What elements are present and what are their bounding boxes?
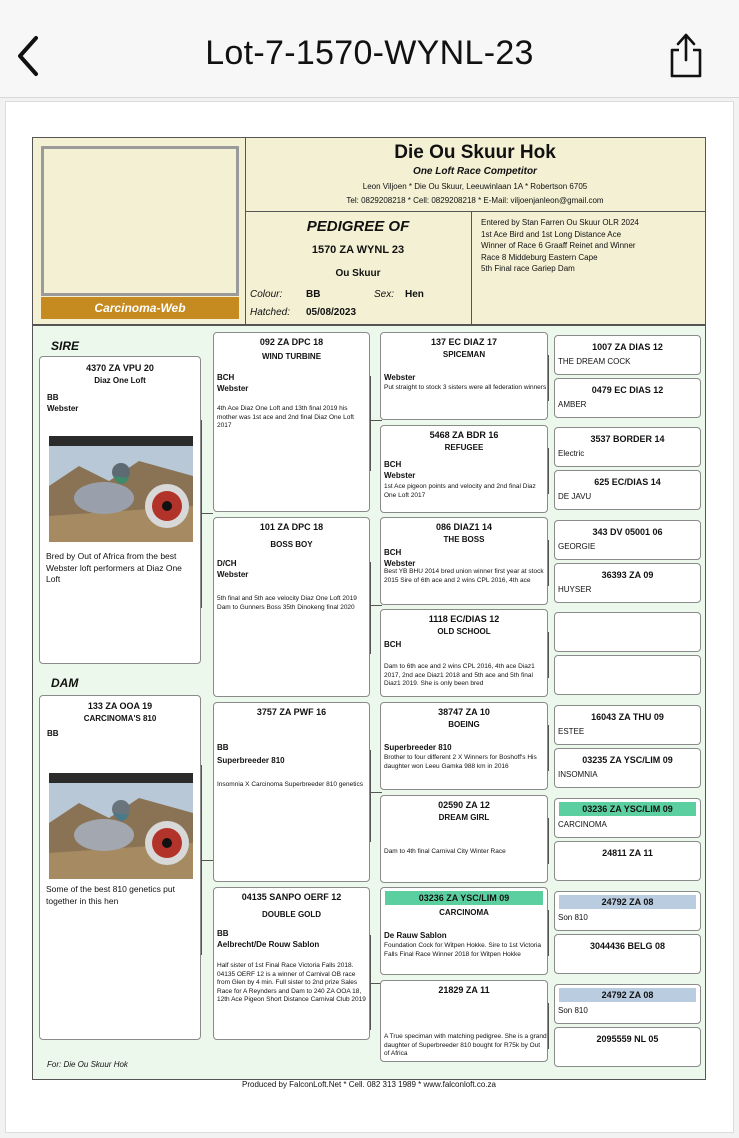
sire-note: Bred by Out of Africa from the best Webster loft performers at Diaz One Loft [46,551,182,584]
bird-ring: 1570 ZA WYNL 23 [311,244,405,256]
for-label: For: Die Ou Skuur Hok [47,1060,128,1069]
gen3-card-3[interactable]: 086 DIAZ1 14 THE BOSS BCH Webster Best YB BHU 2014 bred union winner first year at stock 2015 Sire of 6th ace and 2 wins CPL 2016, 4th ace [380,517,548,605]
gen3-card-4[interactable]: 1118 EC/DIAS 12 OLD SCHOOL BCH Dam to 6th ace and 2 wins CPL 2016, 4th ace Diaz1 2017, 2nd ace Diaz1 2018 and 5th ace and 5th final Diaz1 2019. She is only been bred [380,609,548,697]
sex-label: Sex: [374,289,395,300]
pedigree-header [32,137,706,325]
gen4-card-15[interactable]: 24792 ZA 08 Son 810 [554,984,701,1024]
gen4-card-6[interactable]: 36393 ZA 09 HUYSER [554,563,701,603]
gen2-sire-sire[interactable]: 092 ZA DPC 18 WIND TURBINE BCH Webster 4th Ace Diaz One Loft and 13th final 2019 his mother was 1st ace and 2nd final Diaz One Loft 2017 [213,332,370,512]
loft-contact: Tel: 0829208218 * Cell: 0829208218 * E-Mail: viljoenjanleon@gmail.com [346,196,604,205]
dam-colour: BB [47,729,59,738]
gen4-card-5[interactable]: 343 DV 05001 06 GEORGIE [554,520,701,560]
sire-strain: Webster [47,404,79,413]
gen3-card-7[interactable]: 03236 ZA YSC/LIM 09 CARCINOMA De Rauw Sablon Foundation Cock for Witpen Hokke. Sire to 1st Victoria Falls Final Race Winner 2018 for Witpen Hokke [380,887,548,975]
gen3-card-2[interactable]: 5468 ZA BDR 16 REFUGEE BCH Webster 1st Ace pigeon points and velocity and 2nd final Diaz One Loft 2017 [380,425,548,513]
share-icon[interactable] [666,30,706,80]
hatched-value: 05/08/2023 [306,307,357,318]
loft-subtitle: One Loft Race Competitor [413,166,537,177]
sire-ring: 4370 ZA VPU 20 [86,363,154,373]
dam-name: CARCINOMA'S 810 [83,714,157,723]
page-title: Lot-7-1570-WYNL-23 [205,34,534,72]
dam-label: DAM [51,676,79,690]
gen4-card-7[interactable] [554,612,701,652]
pedigree-of-label: PEDIGREE OF [306,218,410,235]
loft-name: Die Ou Skuur Hok [394,142,556,163]
loft-tag: Carcinoma-Web [41,297,239,319]
loft-address: Leon Viljoen * Die Ou Skuur, Leeuwinlaan 1A * Robertson 6705 [362,182,588,191]
gen4-card-12[interactable]: 24811 ZA 11 [554,841,701,881]
gen4-card-3[interactable]: 3537 BORDER 14 Electric [554,427,701,467]
gen4-card-16[interactable]: 2095559 NL 05 [554,1027,701,1067]
gen3-card-6[interactable]: 02590 ZA 12 DREAM GIRL Dam to 4th final Carnival City Winter Race [380,795,548,883]
sire-label: SIRE [51,339,80,353]
gen4-card-10[interactable]: 03235 ZA YSC/LIM 09 INSOMNIA [554,748,701,788]
dam-note: Some of the best 810 genetics put together in this hen [46,884,176,906]
gen2-sire-dam[interactable]: 101 ZA DPC 18 BOSS BOY D/CH Webster 5th final and 5th ace velocity Diaz One Loft 2019 Dam to Gunners Boss 35th Dinokeng final 2020 [213,517,370,697]
gen3-card-1[interactable]: 137 EC DIAZ 17 SPICEMAN Webster Put straight to stock 3 sisters were all federation winners [380,332,548,420]
gen4-card-14[interactable]: 3044436 BELG 08 [554,934,701,974]
gen4-card-11[interactable]: 03236 ZA YSC/LIM 09 CARCINOMA [554,798,701,838]
gen3-card-5[interactable]: 38747 ZA 10 BOEING Superbreeder 810 Brother to four different 2 X Winners for Boshoff's His daughter won Leeu Gamka 988 km in 2016 [380,702,548,790]
back-chevron-icon[interactable] [14,34,44,78]
gen2-dam-sire[interactable]: 3757 ZA PWF 16 BB Superbreeder 810 Insomnia X Carcinoma Superbreeder 810 genetics [213,702,370,882]
loft-photo-placeholder [41,146,239,296]
sire-colour: BB [47,393,59,402]
gen4-card-1[interactable]: 1007 ZA DIAS 12 THE DREAM COCK [554,335,701,375]
gen4-card-9[interactable]: 16043 ZA THU 09 ESTEE [554,705,701,745]
sire-name: Diaz One Loft [94,376,146,385]
header-notes: Entered by Stan Farren Ou Skuur OLR 2024 1st Ace Bird and 1st Long Distance Ace Winner of Race 6 Graaff Reinet and Winner Race 8 Middeburg Eastern Cape 5th Final race Gariep Dam [481,218,639,273]
produced-by: Produced by FalconLoft.Net * Cell. 082 313 1989 * www.falconloft.co.za [242,1080,496,1089]
dam-photo [49,773,193,879]
colour-value: BB [306,289,321,300]
dam-ring: 133 ZA OOA 19 [87,701,153,711]
gen4-card-8[interactable] [554,655,701,695]
bird-name: Ou Skuur [335,268,381,279]
gen2-dam-dam[interactable]: 04135 SANPO OERF 12 DOUBLE GOLD BB Aelbrecht/De Rouw Sablon Half sister of 1st Final Race Victoria Falls 2018. 04135 OERF 12 is a winner of Carnival OB race from Glen by 4 min. Full sister to 2nd prize Sales Race for A Reynders and Dam to 240 ZA OOA 18, 12th Ace Pigeon Short Distance Carnival Club 2019 [213,887,370,1040]
sex-value: Hen [405,289,424,300]
gen4-card-2[interactable]: 0479 EC DIAS 12 AMBER [554,378,701,418]
gen4-card-4[interactable]: 625 EC/DIAS 14 DE JAVU [554,470,701,510]
gen4-card-13[interactable]: 24792 ZA 08 Son 810 [554,891,701,931]
hatched-label: Hatched: [250,307,291,318]
gen3-card-8[interactable]: 21829 ZA 11 A True speciman with matching pedigree. She is a grand daughter of Superbreeder 810 bought for R75k by Out of Africa [380,980,548,1062]
colour-label: Colour: [250,289,283,300]
sire-photo [49,436,193,542]
nav-bar [0,0,739,98]
